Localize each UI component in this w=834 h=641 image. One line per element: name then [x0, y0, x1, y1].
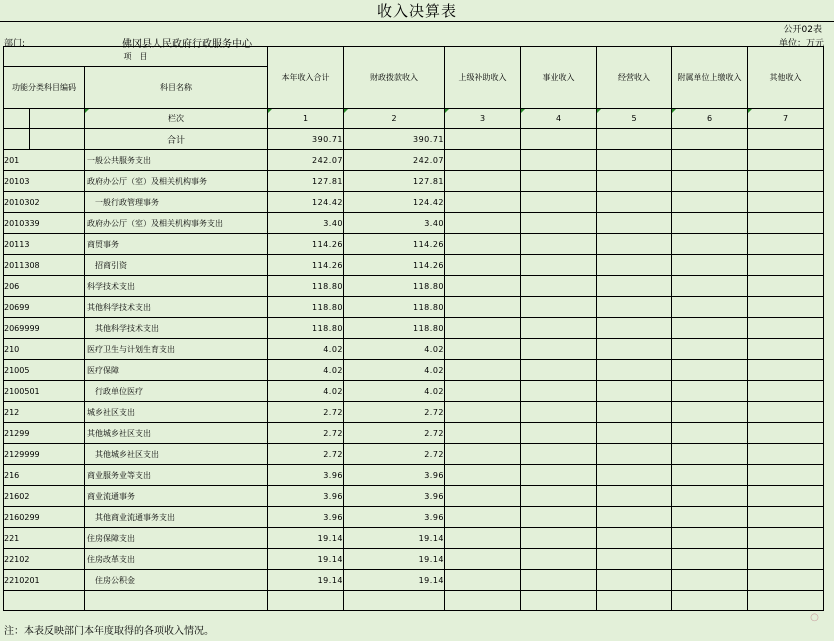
row-fiscal: 127.81 [344, 171, 445, 192]
empty-cell [748, 276, 824, 297]
row-subject-name: 其他科学技术支出 [85, 297, 268, 318]
table-row [4, 444, 824, 465]
empty-cell [672, 465, 748, 486]
empty-cell [445, 213, 521, 234]
empty-cell [748, 213, 824, 234]
empty-cell [672, 192, 748, 213]
row-fiscal: 2.72 [344, 444, 445, 465]
empty-cell [748, 171, 824, 192]
row-fiscal: 4.02 [344, 339, 445, 360]
row-subject-name: 商业流通事务 [85, 486, 268, 507]
row-code: 212 [4, 402, 85, 423]
empty-cell [445, 171, 521, 192]
empty-cell [4, 591, 85, 611]
row-code: 2010339 [4, 213, 85, 234]
empty-cell [521, 339, 597, 360]
row-code: 21005 [4, 360, 85, 381]
item-header: 项 目 [4, 47, 268, 67]
empty-cell [521, 486, 597, 507]
table-row [4, 549, 824, 570]
empty-cell [445, 339, 521, 360]
empty-cell [521, 570, 597, 591]
index-cell: 1 [268, 109, 344, 129]
empty-cell [672, 528, 748, 549]
index-cell: 3 [445, 109, 521, 129]
empty-cell [597, 255, 672, 276]
empty-cell [445, 528, 521, 549]
empty-cell [521, 150, 597, 171]
empty-cell [344, 591, 445, 611]
empty-cell [597, 570, 672, 591]
empty-cell [672, 591, 748, 611]
table-row [4, 192, 824, 213]
index-blank-cell [30, 109, 85, 129]
row-subject-name: 城乡社区支出 [85, 402, 268, 423]
empty-cell [672, 381, 748, 402]
row-code: 206 [4, 276, 85, 297]
row-subject-name: 政府办公厅（室）及相关机构事务支出 [85, 213, 268, 234]
row-code: 20103 [4, 171, 85, 192]
row-total: 118.80 [268, 297, 344, 318]
col-other-header: 其他收入 [748, 47, 824, 109]
table-row [4, 276, 824, 297]
row-fiscal: 4.02 [344, 381, 445, 402]
row-subject-name: 医疗保障 [85, 360, 268, 381]
row-subject-name: 医疗卫生与计划生育支出 [85, 339, 268, 360]
empty-cell [597, 402, 672, 423]
empty-cell [672, 360, 748, 381]
empty-cell [445, 318, 521, 339]
col-business-header: 事业收入 [521, 47, 597, 109]
empty-cell [748, 318, 824, 339]
empty-cell [597, 339, 672, 360]
empty-cell [597, 276, 672, 297]
empty-cell [672, 402, 748, 423]
empty-cell [672, 297, 748, 318]
col-superior-header: 上级补助收入 [445, 47, 521, 109]
index-cell: 6 [672, 109, 748, 129]
table-note: 注：本表反映部门本年度取得的各项收入情况。 [4, 626, 214, 637]
row-fiscal: 2.72 [344, 402, 445, 423]
blank-row [4, 591, 824, 611]
empty-cell [748, 570, 824, 591]
col-total-header: 本年收入合计 [268, 47, 344, 109]
total-fiscal: 390.71 [344, 129, 445, 150]
row-code: 2100501 [4, 381, 85, 402]
empty-cell [748, 150, 824, 171]
table-row [4, 402, 824, 423]
empty-cell [748, 528, 824, 549]
row-subject-name: 住房改革支出 [85, 549, 268, 570]
empty-cell [521, 255, 597, 276]
index-label: 栏次 [85, 109, 268, 129]
empty-cell [521, 234, 597, 255]
empty-cell [521, 402, 597, 423]
row-total: 114.26 [268, 255, 344, 276]
row-fiscal: 3.96 [344, 465, 445, 486]
row-fiscal: 4.02 [344, 360, 445, 381]
empty-cell [445, 234, 521, 255]
row-total: 4.02 [268, 360, 344, 381]
row-fiscal: 114.26 [344, 234, 445, 255]
empty-cell [597, 171, 672, 192]
index-cell: 4 [521, 109, 597, 129]
empty-cell [672, 213, 748, 234]
row-fiscal: 2.72 [344, 423, 445, 444]
page-title: 收入决算表 [376, 2, 457, 20]
row-code: 2129999 [4, 444, 85, 465]
department-name: 佛冈县人民政府行政服务中心 [122, 39, 252, 50]
row-fiscal: 118.80 [344, 297, 445, 318]
row-total: 118.80 [268, 276, 344, 297]
row-fiscal: 114.26 [344, 255, 445, 276]
empty-cell [445, 297, 521, 318]
empty-cell [672, 339, 748, 360]
empty-cell [445, 465, 521, 486]
empty-cell [597, 444, 672, 465]
empty-cell [597, 381, 672, 402]
row-subject-name: 科学技术支出 [85, 276, 268, 297]
empty-cell [521, 444, 597, 465]
empty-cell [521, 213, 597, 234]
department-label: 部门: [4, 39, 26, 49]
row-code: 20113 [4, 234, 85, 255]
empty-cell [748, 423, 824, 444]
row-code: 216 [4, 465, 85, 486]
table-row [4, 507, 824, 528]
subject-name-header: 科目名称 [85, 67, 268, 109]
row-code: 2210201 [4, 570, 85, 591]
empty-cell [597, 528, 672, 549]
empty-cell [597, 213, 672, 234]
empty-cell [748, 339, 824, 360]
empty-cell [521, 423, 597, 444]
row-code: 221 [4, 528, 85, 549]
row-total: 4.02 [268, 381, 344, 402]
empty-cell [748, 591, 824, 611]
table-row [4, 318, 824, 339]
empty-cell [672, 423, 748, 444]
row-subject-name: 一般行政管理事务 [85, 192, 268, 213]
empty-cell [521, 528, 597, 549]
empty-cell [672, 234, 748, 255]
func-code-header: 功能分类科目编码 [4, 67, 85, 109]
row-fiscal: 3.96 [344, 486, 445, 507]
row-total: 2.72 [268, 423, 344, 444]
table-row [4, 570, 824, 591]
table-row [4, 234, 824, 255]
table-row [4, 423, 824, 444]
row-code: 201 [4, 150, 85, 171]
row-fiscal: 3.96 [344, 507, 445, 528]
total-label: 合计 [85, 129, 268, 150]
empty-cell [672, 570, 748, 591]
row-fiscal: 19.14 [344, 570, 445, 591]
unit-label: 单位：万元 [778, 39, 824, 49]
empty-cell [672, 486, 748, 507]
row-total: 127.81 [268, 171, 344, 192]
empty-cell [748, 507, 824, 528]
row-subject-name: 招商引资 [85, 255, 268, 276]
empty-cell [748, 381, 824, 402]
row-code: 22102 [4, 549, 85, 570]
row-code: 21299 [4, 423, 85, 444]
empty-cell [521, 318, 597, 339]
empty-cell [748, 549, 824, 570]
row-total: 3.96 [268, 465, 344, 486]
row-total: 19.14 [268, 570, 344, 591]
empty-cell [597, 465, 672, 486]
empty-cell [445, 192, 521, 213]
empty-cell [445, 423, 521, 444]
title-divider [0, 21, 834, 22]
empty-cell [672, 318, 748, 339]
empty-cell [748, 297, 824, 318]
table-row [4, 465, 824, 486]
row-total: 19.14 [268, 528, 344, 549]
total-row [4, 129, 824, 150]
row-subject-name: 政府办公厅（室）及相关机构事务 [85, 171, 268, 192]
table-row [4, 528, 824, 549]
empty-cell [672, 507, 748, 528]
row-fiscal: 124.42 [344, 192, 445, 213]
empty-cell [445, 570, 521, 591]
empty-cell [597, 192, 672, 213]
empty-cell [521, 381, 597, 402]
row-code: 21602 [4, 486, 85, 507]
empty-cell [672, 171, 748, 192]
income-table [3, 46, 824, 611]
empty-cell [445, 507, 521, 528]
row-total: 2.72 [268, 402, 344, 423]
row-fiscal: 19.14 [344, 528, 445, 549]
empty-cell [445, 444, 521, 465]
row-total: 4.02 [268, 339, 344, 360]
empty-cell [748, 192, 824, 213]
empty-cell [748, 255, 824, 276]
row-total: 118.80 [268, 318, 344, 339]
row-code: 20699 [4, 297, 85, 318]
row-code: 2069999 [4, 318, 85, 339]
row-fiscal: 3.40 [344, 213, 445, 234]
empty-cell [597, 318, 672, 339]
col-operation-header: 经营收入 [597, 47, 672, 109]
empty-cell [445, 255, 521, 276]
row-subject-name: 住房保障支出 [85, 528, 268, 549]
empty-cell [445, 360, 521, 381]
empty-cell [521, 297, 597, 318]
row-total: 3.96 [268, 507, 344, 528]
empty-cell [445, 150, 521, 171]
empty-cell [672, 549, 748, 570]
watermark-logo: ○ [810, 612, 822, 623]
row-subject-name: 其他城乡社区支出 [85, 423, 268, 444]
table-row [4, 297, 824, 318]
empty-cell [748, 360, 824, 381]
row-fiscal: 118.80 [344, 276, 445, 297]
col-fiscal-header: 财政拨款收入 [344, 47, 445, 109]
empty-cell [521, 171, 597, 192]
empty-cell [521, 360, 597, 381]
empty-cell [748, 234, 824, 255]
empty-cell [445, 549, 521, 570]
empty-cell [597, 234, 672, 255]
table-row [4, 171, 824, 192]
table-row [4, 381, 824, 402]
col-affiliate-header: 附属单位上缴收入 [672, 47, 748, 109]
empty-cell [445, 276, 521, 297]
row-total: 19.14 [268, 549, 344, 570]
empty-cell [445, 486, 521, 507]
empty-cell [597, 486, 672, 507]
table-row [4, 360, 824, 381]
empty-cell [597, 549, 672, 570]
row-total: 3.40 [268, 213, 344, 234]
empty-cell [597, 591, 672, 611]
empty-cell [672, 444, 748, 465]
empty-cell [85, 591, 268, 611]
row-subject-name: 行政单位医疗 [85, 381, 268, 402]
empty-cell [445, 402, 521, 423]
empty-cell [445, 591, 521, 611]
table-row [4, 213, 824, 234]
empty-cell [748, 486, 824, 507]
row-subject-name: 住房公积金 [85, 570, 268, 591]
empty-cell [521, 591, 597, 611]
row-total: 3.96 [268, 486, 344, 507]
empty-cell [672, 276, 748, 297]
empty-cell [445, 381, 521, 402]
empty-cell [748, 444, 824, 465]
index-cell: 5 [597, 109, 672, 129]
table-row [4, 486, 824, 507]
row-total: 114.26 [268, 234, 344, 255]
row-subject-name: 一般公共服务支出 [85, 150, 268, 171]
row-fiscal: 242.07 [344, 150, 445, 171]
row-subject-name: 其他城乡社区支出 [85, 444, 268, 465]
empty-cell [748, 402, 824, 423]
empty-cell [521, 276, 597, 297]
empty-cell [521, 465, 597, 486]
row-total: 2.72 [268, 444, 344, 465]
row-code: 2011308 [4, 255, 85, 276]
empty-cell [597, 297, 672, 318]
total-amount: 390.71 [268, 129, 344, 150]
empty-cell [521, 192, 597, 213]
empty-cell [597, 507, 672, 528]
table-row [4, 339, 824, 360]
empty-cell [521, 549, 597, 570]
index-cell: 2 [344, 109, 445, 129]
row-code: 210 [4, 339, 85, 360]
row-subject-name: 其他商业流通事务支出 [85, 507, 268, 528]
row-subject-name: 商业服务业等支出 [85, 465, 268, 486]
empty-cell [521, 507, 597, 528]
row-code: 2010302 [4, 192, 85, 213]
empty-cell [597, 360, 672, 381]
empty-cell [672, 150, 748, 171]
index-blank-cell [4, 109, 30, 129]
row-subject-name: 其他科学技术支出 [85, 318, 268, 339]
empty-cell [268, 591, 344, 611]
empty-cell [748, 465, 824, 486]
row-total: 242.07 [268, 150, 344, 171]
row-subject-name: 商贸事务 [85, 234, 268, 255]
row-code: 2160299 [4, 507, 85, 528]
empty-cell [597, 150, 672, 171]
table-row [4, 255, 824, 276]
row-fiscal: 118.80 [344, 318, 445, 339]
empty-cell [597, 423, 672, 444]
empty-cell [672, 255, 748, 276]
index-cell: 7 [748, 109, 824, 129]
row-fiscal: 19.14 [344, 549, 445, 570]
row-total: 124.42 [268, 192, 344, 213]
form-number: 公开02表 [783, 25, 822, 35]
table-row [4, 150, 824, 171]
